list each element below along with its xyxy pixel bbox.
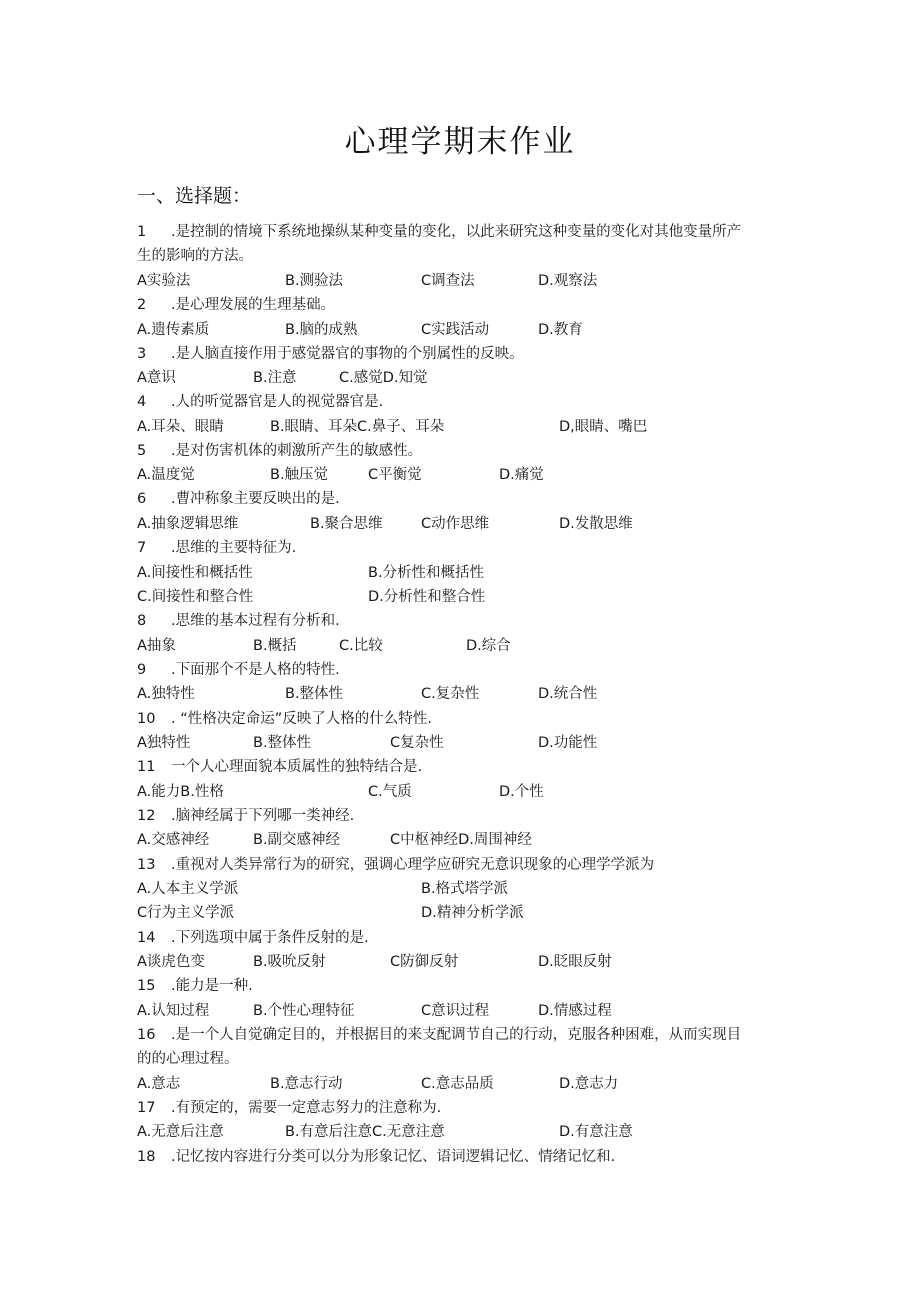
q1-option-d: D.观察法: [538, 273, 598, 289]
question-16: 16 .是一个人自觉确定目的，并根据目的来支配调节自己的行动，克服各种困难，从而实现目: [137, 1027, 742, 1043]
question-1: 1 .是控制的情境下系统地操纵某种变量的变化，以此来研究这种变量的变化对其他变量所产: [137, 224, 742, 240]
q3-option-b: B.注意: [253, 370, 297, 386]
q10-option-a: A独特性: [137, 735, 191, 751]
q10-option-d: D.功能性: [538, 735, 598, 751]
q6-option-b: B.聚合思维: [310, 516, 383, 532]
q15-option-d: D.情感过程: [538, 1003, 612, 1019]
q9-option-c: C.复杂性: [421, 686, 480, 702]
q5-option-a: A.温度觉: [137, 467, 195, 483]
q5-option-d: D.痛觉: [499, 467, 544, 483]
q1-option-a: A实验法: [137, 273, 191, 289]
q14-option-b: B.吸吮反射: [253, 954, 326, 970]
q13-option-b: B.格式塔学派: [421, 881, 509, 897]
q8-option-d: D.综合: [466, 638, 511, 654]
question-7: 7 .思维的主要特征为.: [137, 540, 297, 556]
question-18: 18 .记忆按内容进行分类可以分为形象记忆、语词逻辑记忆、情绪记忆和.: [137, 1149, 616, 1165]
q13-option-c: C行为主义学派: [137, 905, 235, 921]
q8-option-b: B.概括: [253, 638, 297, 654]
q7-option-c: C.间接性和整合性: [137, 589, 254, 605]
q9-option-a: A.独特性: [137, 686, 195, 702]
q17-option-a: A.无意后注意: [137, 1124, 224, 1140]
q2-option-a: A.遗传素质: [137, 322, 210, 338]
q7-option-d: D.分析性和整合性: [368, 589, 486, 605]
question-6: 6 .曹冲称象主要反映出的是.: [137, 491, 340, 507]
q15-option-a: A.认知过程: [137, 1003, 210, 1019]
question-12: 12 .脑神经属于下列哪一类神经.: [137, 808, 355, 824]
q4-option-b: B.眼睛、耳朵C.鼻子、耳朵: [270, 419, 445, 435]
q5-option-c: C平衡觉: [368, 467, 422, 483]
q1-option-b: B.测验法: [285, 273, 344, 289]
q17-option-d: D.有意注意: [559, 1124, 633, 1140]
q4-option-a: A.耳朵、眼睛: [137, 419, 224, 435]
question-14: 14 .下列选项中属于条件反射的是.: [137, 930, 369, 946]
q14-option-c: C防御反射: [390, 954, 459, 970]
q9-option-d: D.统合性: [538, 686, 598, 702]
page-title: 心理学期末作业: [344, 124, 576, 160]
question-2: 2 .是心理发展的生理基础。: [137, 297, 336, 313]
q15-option-b: B.个性心理特征: [253, 1003, 355, 1019]
q2-option-c: C实践活动: [421, 322, 490, 338]
q5-option-b: B.触压觉: [270, 467, 329, 483]
question-5: 5 .是对伤害机体的刺激所产生的敏感性。: [137, 443, 423, 459]
q16-option-d: D.意志力: [559, 1076, 619, 1092]
q11-option-ab: A.能力B.性格: [137, 784, 224, 800]
q7-option-a: A.间接性和概括性: [137, 565, 253, 581]
q6-option-c: C动作思维: [421, 516, 490, 532]
question-13: 13 .重视对人类异常行为的研究，强调心理学应研究无意识现象的心理学学派为: [137, 857, 655, 873]
q15-option-c: C意识过程: [421, 1003, 490, 1019]
q6-option-a: A.抽象逻辑思维: [137, 516, 239, 532]
q8-option-c: C.比较: [339, 638, 383, 654]
question-16-cont: 的的心理过程。: [137, 1051, 239, 1067]
q13-option-d: D.精神分析学派: [421, 905, 524, 921]
q11-option-d: D.个性: [499, 784, 544, 800]
q10-option-b: B.整体性: [253, 735, 312, 751]
q6-option-d: D.发散思维: [559, 516, 633, 532]
q8-option-a: A抽象: [137, 638, 176, 654]
q12-option-a: A.交感神经: [137, 832, 210, 848]
q16-option-c: C.意志品质: [421, 1076, 494, 1092]
question-17: 17 .有预定的，需要一定意志努力的注意称为.: [137, 1100, 442, 1116]
q16-option-a: A.意志: [137, 1076, 181, 1092]
q13-option-a: A.人本主义学派: [137, 881, 239, 897]
question-8: 8 .思维的基本过程有分析和.: [137, 613, 340, 629]
question-9: 9 .下面那个不是人格的特性.: [137, 662, 340, 678]
question-11: 11 一个人心理面貌本质属性的独特结合是.: [137, 759, 423, 775]
question-3: 3 .是人脑直接作用于感觉器官的事物的个别属性的反映。: [137, 346, 524, 362]
q11-option-c: C.气质: [368, 784, 412, 800]
q1-option-c: C调查法: [421, 273, 475, 289]
q2-option-d: D.教育: [538, 322, 583, 338]
question-1-cont: 生的影响的方法。: [137, 248, 253, 264]
q3-option-a: A意识: [137, 370, 176, 386]
question-10: 10 . “性格决定命运”反映了人格的什么特性.: [137, 711, 432, 727]
q12-option-b: B.副交感神经: [253, 832, 341, 848]
q17-option-bc: B.有意后注意C.无意注意: [285, 1124, 445, 1140]
q3-option-c: C.感觉D.知觉: [339, 370, 428, 386]
q4-option-d: D,眼睛、嘴巴: [559, 419, 648, 435]
question-4: 4 .人的听觉器官是人的视觉器官是.: [137, 394, 384, 410]
section-heading: 一、选择题：: [137, 185, 252, 207]
question-15: 15 .能力是一种.: [137, 978, 253, 994]
q10-option-c: C复杂性: [390, 735, 444, 751]
q9-option-b: B.整体性: [285, 686, 344, 702]
q2-option-b: B.脑的成熟: [285, 322, 358, 338]
q7-option-b: B.分析性和概括性: [368, 565, 485, 581]
q14-option-a: A谈虎色变: [137, 954, 205, 970]
q12-option-cd: C中枢神经D.周围神经: [390, 832, 532, 848]
q14-option-d: D.眨眼反射: [538, 954, 612, 970]
q16-option-b: B.意志行动: [270, 1076, 343, 1092]
